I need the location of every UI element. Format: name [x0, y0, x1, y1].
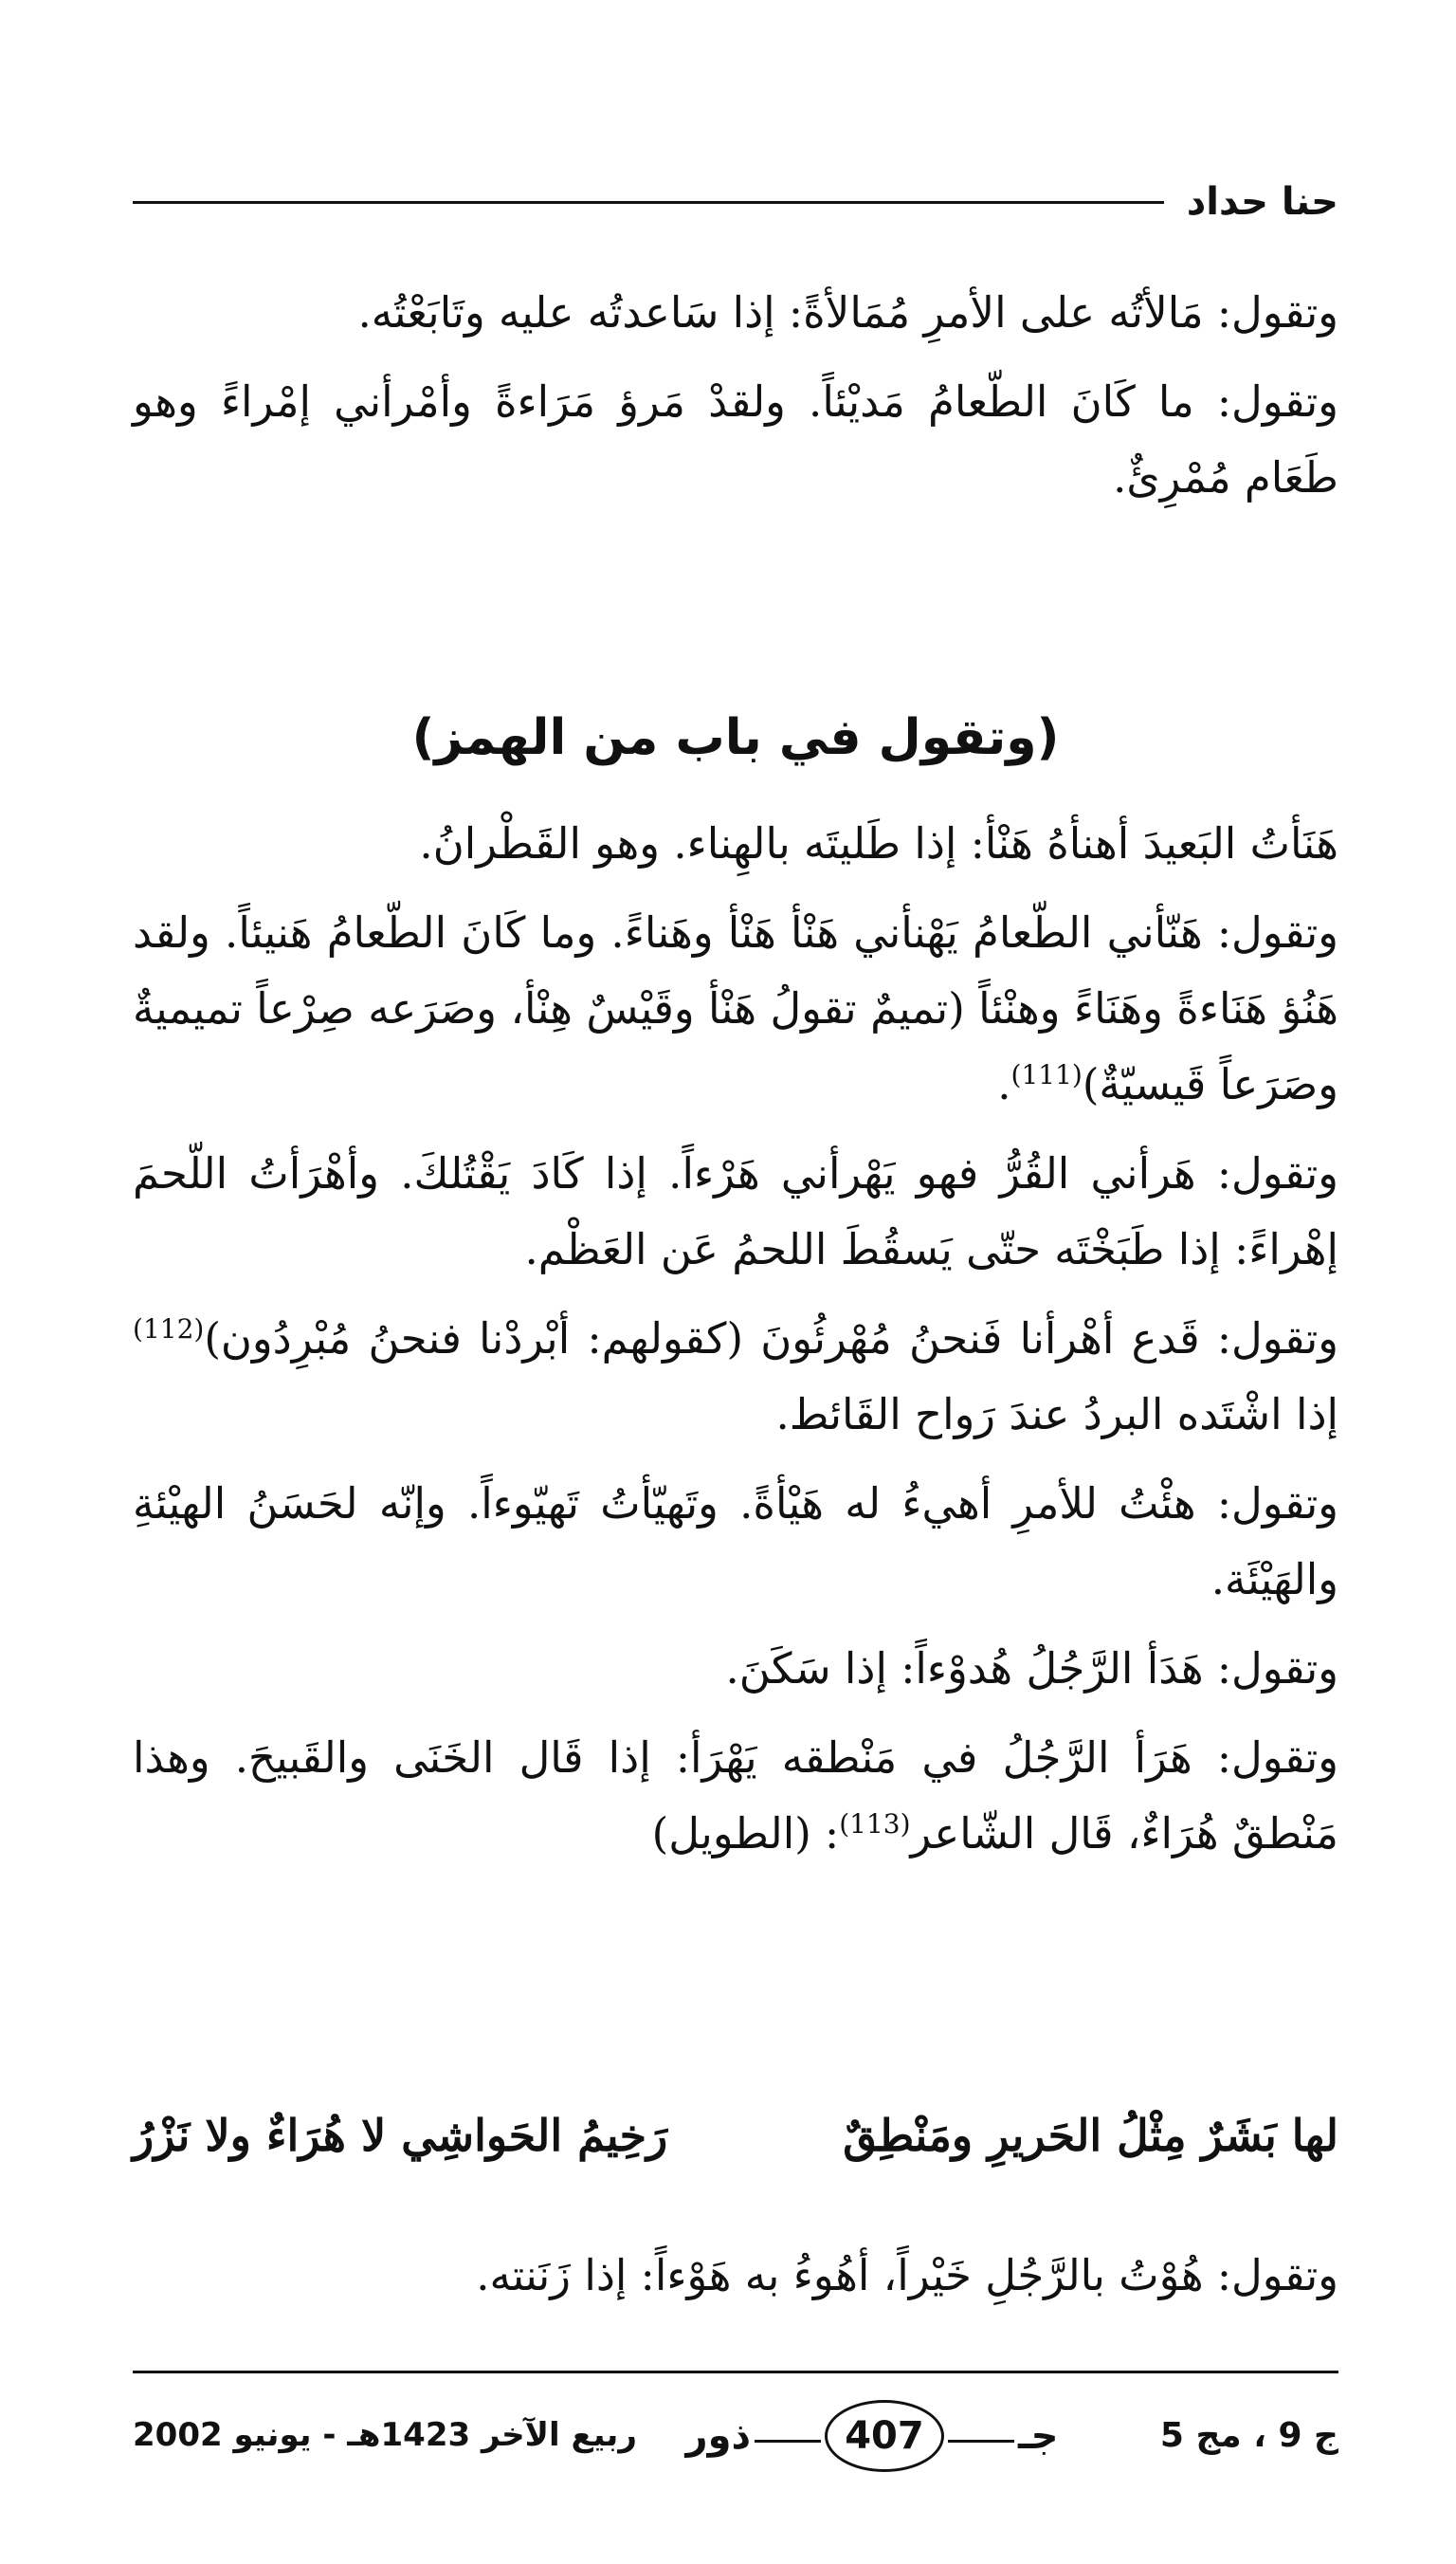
paragraph-3 — [133, 806, 1338, 882]
footer-volume: ج 9 ، مج 5 — [1159, 2416, 1338, 2455]
paragraph-4: وتقول: هَنّأني الطّعامُ يَهْنأني هَنْأ هَنْأ وهَناءً. وما كَانَ الطّعامُ هَنيئاً. ولقد هَنُؤ هَنَاءةً وهَنَاءً وهنْئاً (تميمٌ تقولُ هَنْأ وقَيْسٌ هِنْأ، وصَرَعه صِرْعاً تميميةٌ وصَرَعاً قَيسيّةٌ)$^{(111)}$. — [133, 907, 1338, 1109]
paragraph-9 — [133, 1720, 1338, 1872]
footer-journal-mark — [607, 2393, 1138, 2479]
final-paragraph-block — [133, 2238, 1338, 2314]
paragraph-1: وتقول: مَالأتُه على الأمرِ مُمَالأةً: إذا سَاعدتُه عليه وتَابَعْتُه. — [357, 287, 1338, 338]
footnote-ref-113: (113) — [839, 1808, 911, 1840]
paragraph-7 — [133, 1466, 1338, 1618]
footnote-ref-111: (111) — [1010, 1059, 1083, 1090]
paragraph-6-text: وتقول: قَدع أهْرأنا فَنحنُ مُهْرئُونَ (كقولهم: أبْردْنا فنحنُ مُبْرِدُون) — [204, 1313, 1338, 1364]
footnote-ref-112: (112) — [133, 1313, 205, 1345]
paragraph-8-text: وتقول: هَدَأ الرَّجُلُ هُدوْءاً: إذا سَكَنَ. — [725, 1643, 1338, 1694]
paragraph-6 — [133, 1301, 1338, 1453]
top-paragraphs — [133, 275, 1338, 516]
paragraph-3-text: هَنَأتُ البَعيدَ أهنأهُ هَنْأ: إذا طَليتَه بالهِناء. وهو القَطْرانُ. — [419, 818, 1338, 869]
main-paragraphs — [133, 806, 1338, 1872]
verse-second-hemistich: رَخِيمُ الحَواشِي لا هُرَاءٌ ولا نَزْرُ — [133, 2110, 668, 2161]
paragraph-2: وتقول: ما كَانَ الطّعامُ مَديْئاً. ولقدْ مَرؤ مَرَاءةً وأمْرأني إمْراءً وهو طَعَام مُمْرِئٌ. — [133, 376, 1338, 503]
page-number: 407 — [825, 2400, 944, 2472]
paragraph-9-tail: : (الطويل) — [651, 1808, 840, 1859]
footer-date: ربيع الآخر 1423هـ - يونيو 2002 — [133, 2416, 637, 2454]
header-rule — [133, 201, 1164, 204]
paragraph-7-text: وتقول: هئْتُ للأمرِ أهيءُ له هَيْأةً. وتَهيّأتُ تَهيّوءاً. وإنّه لحَسَنُ الهيْئةِ والهَيْئَة. — [133, 1478, 1338, 1604]
paragraph-4-text: وتقول: هَنّأني الطّعامُ يَهْنأني هَنْأ هَنْأ وهَناءً. وما كَانَ الطّعامُ هَنيئاً. ولقد هَنُؤ هَنَاءةً وهَنَاءً وهنْئاً (تميمٌ تقولُ هَنْأ وقَيْسٌ هِنْأ، وصَرَعه صِرْعاً تميميةٌ وصَرَعاً قَيسيّةٌ) — [133, 907, 1338, 1109]
footer-rule — [133, 2371, 1338, 2373]
journal-line-left — [755, 2440, 821, 2443]
paragraph-8 — [133, 1631, 1338, 1707]
paragraph-9-text: وتقول: هَرَأ الرَّجُلُ في مَنْطقه يَهْرَأ: إذا قَال الخَنَى والقَبيحَ. وهذا مَنْطقٌ هُرَاءٌ، قَال الشّاعر — [133, 1732, 1338, 1859]
section-heading: (وتقول في باب من الهمز) — [411, 709, 1060, 766]
poetry-verse — [133, 2097, 1338, 2173]
paragraph-final: وتقول: هُوْتُ بالرَّجُلِ خَيْراً، أهُوءُ به هَوْءاً: إذا زَنَنته. — [476, 2250, 1338, 2300]
verse-first-hemistich: لها بَشَرٌ مِثْلُ الحَريرِ ومَنْطِقٌ — [843, 2110, 1338, 2161]
journal-left-part: ذور — [685, 2414, 751, 2458]
paragraph-5 — [133, 1136, 1338, 1288]
paragraph-6-tail: إذا اشْتَده البردُ عندَ رَواح القَائط. — [775, 1389, 1338, 1439]
paragraph-5-text: وتقول: هَرأني القُرُّ فهو يَهْرأني هَرْءاً. إذا كَادَ يَقْتُلكَ. وأهْرَأتُ اللّحمَ إهْراءً: إذا طَبَخْتَه حتّى يَسقُطَ اللحمُ عَن العَظْم. — [133, 1148, 1338, 1274]
running-header — [133, 169, 1338, 235]
page-footer — [133, 2393, 1338, 2488]
journal-right-part: جـ — [1017, 2414, 1059, 2458]
header-author: حنا حداد — [1186, 180, 1338, 224]
journal-line-right — [948, 2440, 1014, 2443]
